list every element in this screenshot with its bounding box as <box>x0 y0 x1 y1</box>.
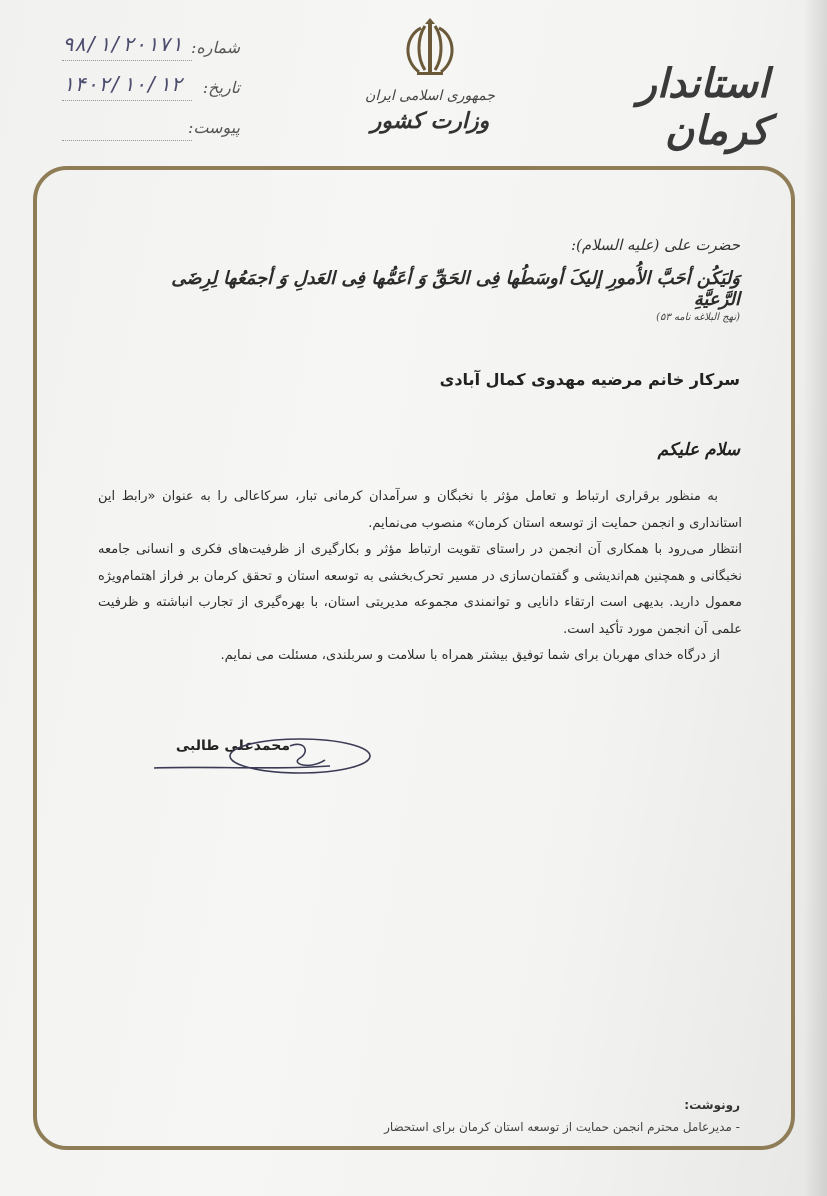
letter-body <box>98 484 742 670</box>
hadith-source: (نهج البلاغه نامه ۵۳) <box>656 312 740 323</box>
paper-edge-shadow <box>803 0 827 1196</box>
greeting: سلام علیکم <box>657 440 740 460</box>
date-value: ۱۴۰۲/۱۰/۱۲ <box>62 72 183 96</box>
signer-name: محمدعلی طالبی <box>175 738 290 754</box>
governor-title: استاندار کرمان <box>637 60 769 154</box>
hadith-title: حضرت علی (علیه السلام): <box>571 236 740 254</box>
meta-number-row <box>50 32 240 72</box>
ministry-label: وزارت کشور <box>370 108 490 134</box>
number-label: شماره: <box>190 38 240 57</box>
republic-label: جمهوری اسلامی ایران <box>365 88 495 104</box>
closing-paragraph: از درگاه خدای مهربان برای شما توفیق بیشتر همراه با سلامت و سربلندی، مسئلت می نمایم. <box>220 648 720 663</box>
meta-date-row <box>50 72 240 112</box>
body-paragraph-1: به منظور برقراری ارتباط و تعامل مؤثر با نخبگان و سرآمدان کرمانی تبار، سرکاعالی را به عنوان «رابط این استانداری و انجمن حمایت از توسعه استان کرمان» منصوب می‌نمایم. <box>98 489 742 531</box>
date-label: تاریخ: <box>202 78 240 97</box>
cc-item: - مدیرعامل محترم انجمن حمایت از توسعه استان کرمان برای استحضار <box>384 1120 740 1134</box>
attachment-line <box>62 140 192 141</box>
number-value: ۹۸/۱/۲۰۱۷۱ <box>62 32 183 56</box>
date-line <box>62 100 192 101</box>
number-line <box>62 60 192 61</box>
hadith-text: وَلیَکُن أحَبَّ الأُمورِ إلیکَ أوسَطُها فِی الحَقِّ وَ أعَمُّها فِی العَدلِ وَ أجمَعُها لِرِضَی الرَّعیَّةِ <box>171 268 740 310</box>
attachment-label: پیوست: <box>187 118 240 137</box>
letter-meta <box>50 32 240 152</box>
iran-emblem-icon <box>360 18 500 80</box>
body-paragraph-2: انتظار می‌رود با همکاری آن انجمن در راستای تقویت ارتباط مؤثر و بکارگیری از ظرفیت‌های فکری و انسانی جامعه نخبگانی و همچنین هم‌اندیشی و گفتمان‌سازی در مسیر تحرک‌بخشی به توسعه استان و تحقق کرمان بر فراز اهتمام‌ویژه معمول دارید. بدیهی است ارتقاء دانایی و توانمندی مجموعه مدیریتی استان، با بهره‌گیری از تجارب انباشته و ظرفیت علمی آن انجمن مورد تأکید است. <box>98 542 742 637</box>
meta-attachment-row <box>50 112 240 152</box>
recipient-name: سرکار خانم مرضیه مهدوی کمال آبادی <box>439 370 740 389</box>
cc-title: رونوشت: <box>684 1098 740 1112</box>
letterhead-emblem-block <box>360 18 500 134</box>
signature-icon <box>150 730 380 784</box>
